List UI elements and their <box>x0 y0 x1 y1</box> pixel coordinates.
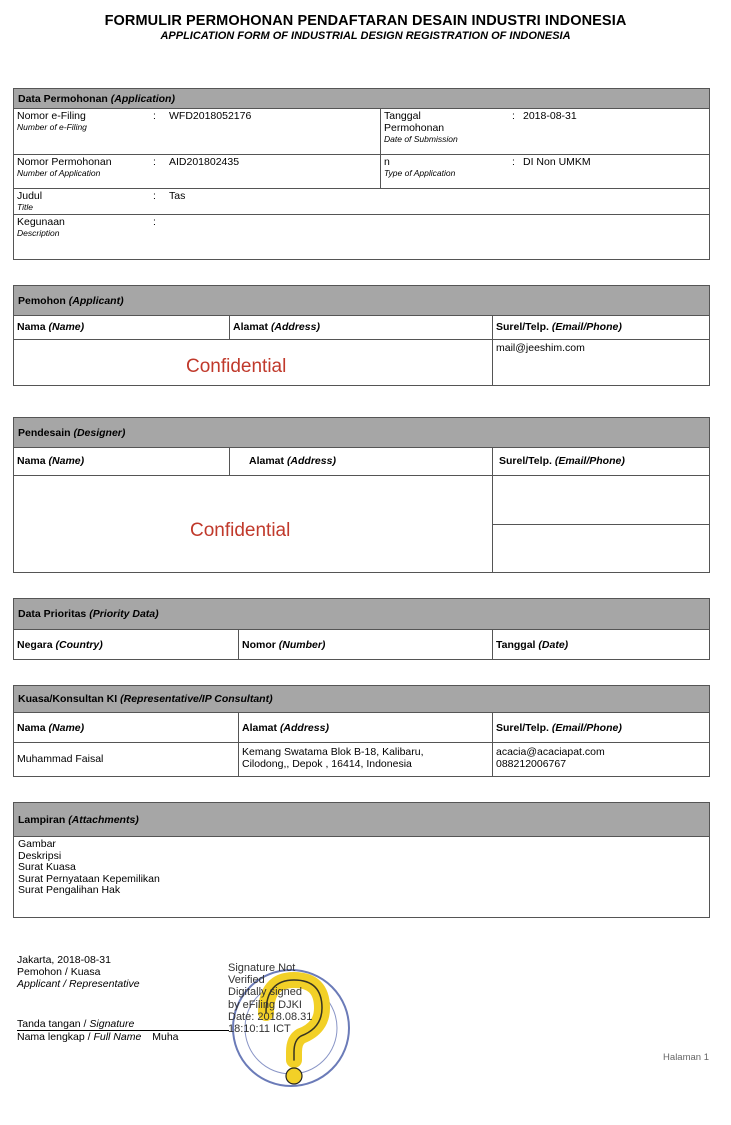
appnum-label: Nomor Permohonan <box>17 156 112 168</box>
applicant-col-name: Nama (Name) <box>17 321 85 333</box>
signer-role-en: Applicant / Representative <box>17 978 140 990</box>
representative-phone: 088212006767 <box>496 758 567 770</box>
applicant-heading-en: (Applicant) <box>68 294 124 307</box>
form-subtitle: APPLICATION FORM OF INDUSTRIAL DESIGN REGISTRATION OF INDONESIA <box>160 30 571 42</box>
stamp-line4: by eFiling DJKI <box>228 998 302 1011</box>
efiling-value: WFD2018052176 <box>169 110 252 122</box>
appnum-colon: : <box>153 156 156 168</box>
stamp-line5: Date: 2018.08.31 <box>228 1010 313 1023</box>
designer-heading-en: (Designer) <box>73 426 126 439</box>
representative-col-name: Nama (Name) <box>17 722 85 734</box>
representative-address-line1: Kemang Swatama Blok B-18, Kalibaru, <box>242 746 424 758</box>
efiling-label: Nomor e-Filing <box>17 110 86 122</box>
page-number: Halaman 1 <box>663 1052 709 1063</box>
priority-section-header <box>14 599 709 630</box>
stamp-line3: Digitally signed <box>228 986 302 999</box>
form-title: FORMULIR PERMOHONAN PENDAFTARAN DESAIN INDUSTRI INDONESIA <box>104 13 627 29</box>
date-label-en: Date of Submission <box>384 134 458 144</box>
designer-column-headers <box>14 448 709 476</box>
attachment-item: Gambar <box>18 838 56 850</box>
stamp-line6: 18:10:11 ICT <box>228 1023 291 1036</box>
representative-address-line2: Cilodong,, Depok , 16414, Indonesia <box>242 758 412 770</box>
representative-column-headers <box>14 713 709 743</box>
place-date: Jakarta, 2018-08-31 <box>17 954 111 966</box>
title-row <box>14 189 709 215</box>
attachments-section-header <box>14 803 709 837</box>
type-label-en: Type of Application <box>384 168 456 178</box>
designer-heading: Pendesain <box>18 426 71 439</box>
form-title-block <box>0 13 731 42</box>
attachments-section <box>13 802 710 918</box>
applicant-col-email: Surel/Telp. (Email/Phone) <box>496 321 622 333</box>
appnum-row <box>14 155 709 189</box>
representative-data-row <box>14 743 709 776</box>
designer-col-name: Nama (Name) <box>17 455 85 467</box>
priority-col-date: Tanggal (Date) <box>496 639 569 651</box>
description-label-en: Description <box>17 228 60 238</box>
application-heading: Data Permohonan <box>18 92 108 105</box>
date-colon: : <box>512 110 515 122</box>
title-label-en: Title <box>17 202 33 212</box>
attachment-item: Surat Pengalihan Hak <box>18 884 121 896</box>
date-label: Tanggal Permohonan <box>384 110 445 134</box>
priority-heading: Data Prioritas <box>18 608 87 620</box>
attachment-item: Surat Pernyataan Kepemilikan <box>18 872 160 885</box>
applicant-confidential-label: Confidential <box>186 356 287 377</box>
fullname-label: Nama lengkap / <box>17 1031 91 1043</box>
representative-section <box>13 685 710 777</box>
applicant-section <box>13 285 710 386</box>
signature-block <box>17 954 140 990</box>
designer-confidential-label: Confidential <box>190 520 291 541</box>
priority-col-number: Nomor (Number) <box>242 639 326 651</box>
designer-section-header <box>14 418 709 448</box>
priority-heading-en: (Priority Data) <box>89 608 159 620</box>
type-label: n <box>384 156 390 168</box>
signature-line <box>17 1018 134 1030</box>
representative-address <box>239 745 427 771</box>
fullname-line <box>17 1031 179 1043</box>
appnum-label-en: Number of Application <box>17 168 101 178</box>
representative-section-header <box>14 686 709 713</box>
applicant-column-headers <box>14 316 709 340</box>
title-colon: : <box>153 190 156 202</box>
appnum-value: AID201802435 <box>169 156 240 168</box>
efiling-colon: : <box>153 110 156 122</box>
representative-heading-en: (Representative/IP Consultant) <box>120 693 273 705</box>
fullname-label-en: Full Name <box>93 1031 142 1043</box>
type-value: DI Non UMKM <box>523 156 591 168</box>
description-colon: : <box>153 216 156 228</box>
signature-label-en: Signature <box>89 1018 135 1030</box>
priority-col-country: Negara (Country) <box>17 639 103 651</box>
attachments-heading: Lampiran <box>18 813 66 826</box>
fullname-value: Muha <box>152 1031 179 1043</box>
attachments-heading-en: (Attachments) <box>68 813 139 826</box>
designer-col-email: Surel/Telp. (Email/Phone) <box>499 455 625 467</box>
application-section <box>13 88 710 260</box>
date-value: 2018-08-31 <box>523 110 577 122</box>
representative-col-email: Surel/Telp. (Email/Phone) <box>496 722 622 734</box>
description-row <box>14 215 709 259</box>
representative-email: acacia@acaciapat.com <box>496 746 605 758</box>
title-label: Judul <box>17 190 43 202</box>
efiling-row <box>14 109 709 155</box>
representative-name: Muhammad Faisal <box>17 753 104 765</box>
stamp-line2: Verified <box>228 974 265 987</box>
efiling-label-en: Number of e-Filing <box>17 122 87 132</box>
description-label: Kegunaan <box>17 216 65 228</box>
stamp-text <box>228 962 348 1035</box>
representative-col-address: Alamat (Address) <box>242 722 329 734</box>
description-value <box>166 215 172 217</box>
designer-section <box>13 417 710 573</box>
attachment-item: Surat Kuasa <box>18 861 76 873</box>
application-section-header <box>14 89 709 109</box>
applicant-section-header <box>14 286 709 316</box>
attachment-item: Deskripsi <box>18 849 62 862</box>
stamp-line1: Signature Not <box>228 962 296 974</box>
applicant-col-address: Alamat (Address) <box>233 321 320 333</box>
type-colon: : <box>512 156 515 168</box>
priority-column-headers <box>14 630 709 659</box>
applicant-heading: Pemohon <box>18 294 66 307</box>
representative-contact <box>493 745 608 771</box>
designer-data-rows <box>14 476 709 572</box>
designer-col-address: Alamat (Address) <box>249 455 336 467</box>
signature-label: Tanda tangan / <box>17 1018 87 1030</box>
priority-section <box>13 598 710 660</box>
applicant-data-row <box>14 340 709 385</box>
title-value: Tas <box>169 190 186 202</box>
representative-heading: Kuasa/Konsultan KI <box>18 693 118 705</box>
signer-role: Pemohon / Kuasa <box>17 966 101 978</box>
application-heading-en: (Application) <box>110 92 175 105</box>
attachments-list <box>14 837 709 899</box>
applicant-email: mail@jeeshim.com <box>496 342 585 354</box>
